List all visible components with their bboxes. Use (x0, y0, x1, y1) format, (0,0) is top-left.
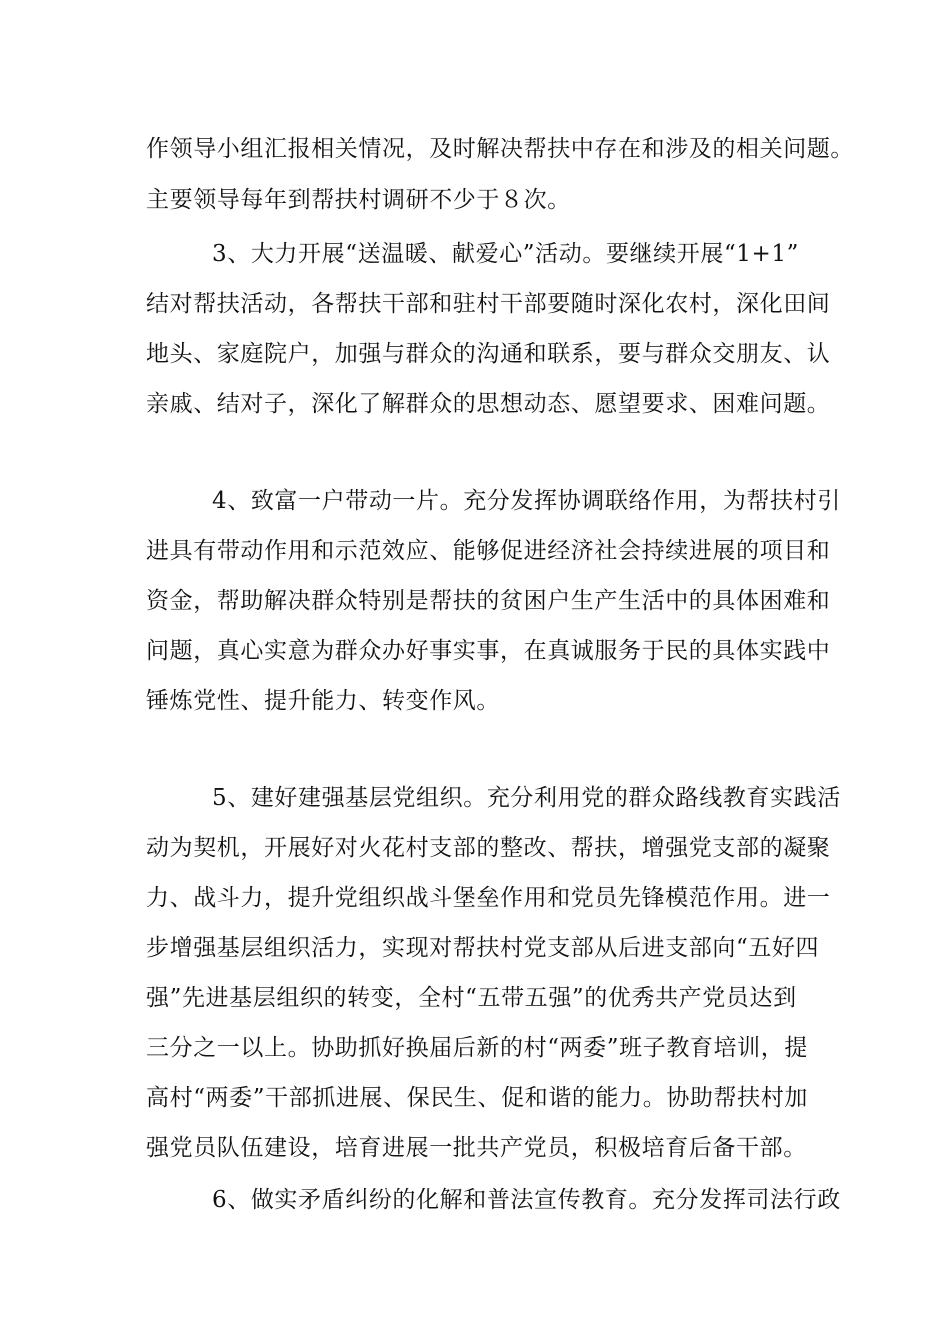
paragraph-6-first-line: 6、做实矛盾纠纷的化解和普法宣传教育。充分发挥司法行政 (212, 1187, 841, 1213)
text-line: 步增强基层组织活力，实现对帮扶村党支部从后进支部向“五好四 (146, 935, 820, 961)
text-line: 力、战斗力，提升党组织战斗堡垒作用和党员先锋模范作用。进一 (146, 885, 831, 911)
text-line: 主要领导每年到帮扶村调研不少于８次。 (146, 187, 571, 213)
text-line: 结对帮扶活动，各帮扶干部和驻村干部要随时深化农村，深化田间 (146, 291, 831, 317)
text-line: 作领导小组汇报相关情况，及时解决帮扶中存在和涉及的相关问题。 (146, 136, 854, 162)
text-line: 强党员队伍建设，培育进展一批共产党员，积极培育后备干部。 (146, 1135, 807, 1161)
text-line: 三分之一以上。协助抓好换届后新的村“两委”班子教育培训，提 (146, 1035, 808, 1061)
text-line: 地头、家庭院户，加强与群众的沟通和联系，要与群众交朋友、认 (146, 341, 831, 367)
text-line: 问题，真心实意为群众办好事实事，在真诚服务于民的具体实践中 (146, 638, 831, 664)
text-line: 高村“两委”干部抓进展、保民生、促和谐的能力。协助帮扶村加 (146, 1085, 808, 1111)
paragraph-3-first-line: 3、大力开展“送温暖、献爱心”活动。要继续开展“1+1” (212, 241, 800, 267)
text-line: 进具有带动作用和示范效应、能够促进经济社会持续进展的项目和 (146, 538, 831, 564)
text-line: 锤炼党性、提升能力、转变作风。 (146, 688, 500, 714)
text-line: 动为契机，开展好对火花村支部的整改、帮扶，增强党支部的凝聚 (146, 835, 831, 861)
text-line: 强”先进基层组织的转变，全村“五带五强”的优秀共产党员达到 (146, 985, 797, 1011)
paragraph-4-first-line: 4、致富一户带动一片。充分发挥协调联络作用，为帮扶村引 (212, 488, 841, 514)
paragraph-5-first-line: 5、建好建强基层党组织。充分利用党的群众路线教育实践活 (212, 785, 841, 811)
text-line: 亲戚、结对子，深化了解群众的思想动态、愿望要求、困难问题。 (146, 391, 831, 417)
text-line: 资金，帮助解决群众特别是帮扶的贫困户生产生活中的具体困难和 (146, 588, 831, 614)
